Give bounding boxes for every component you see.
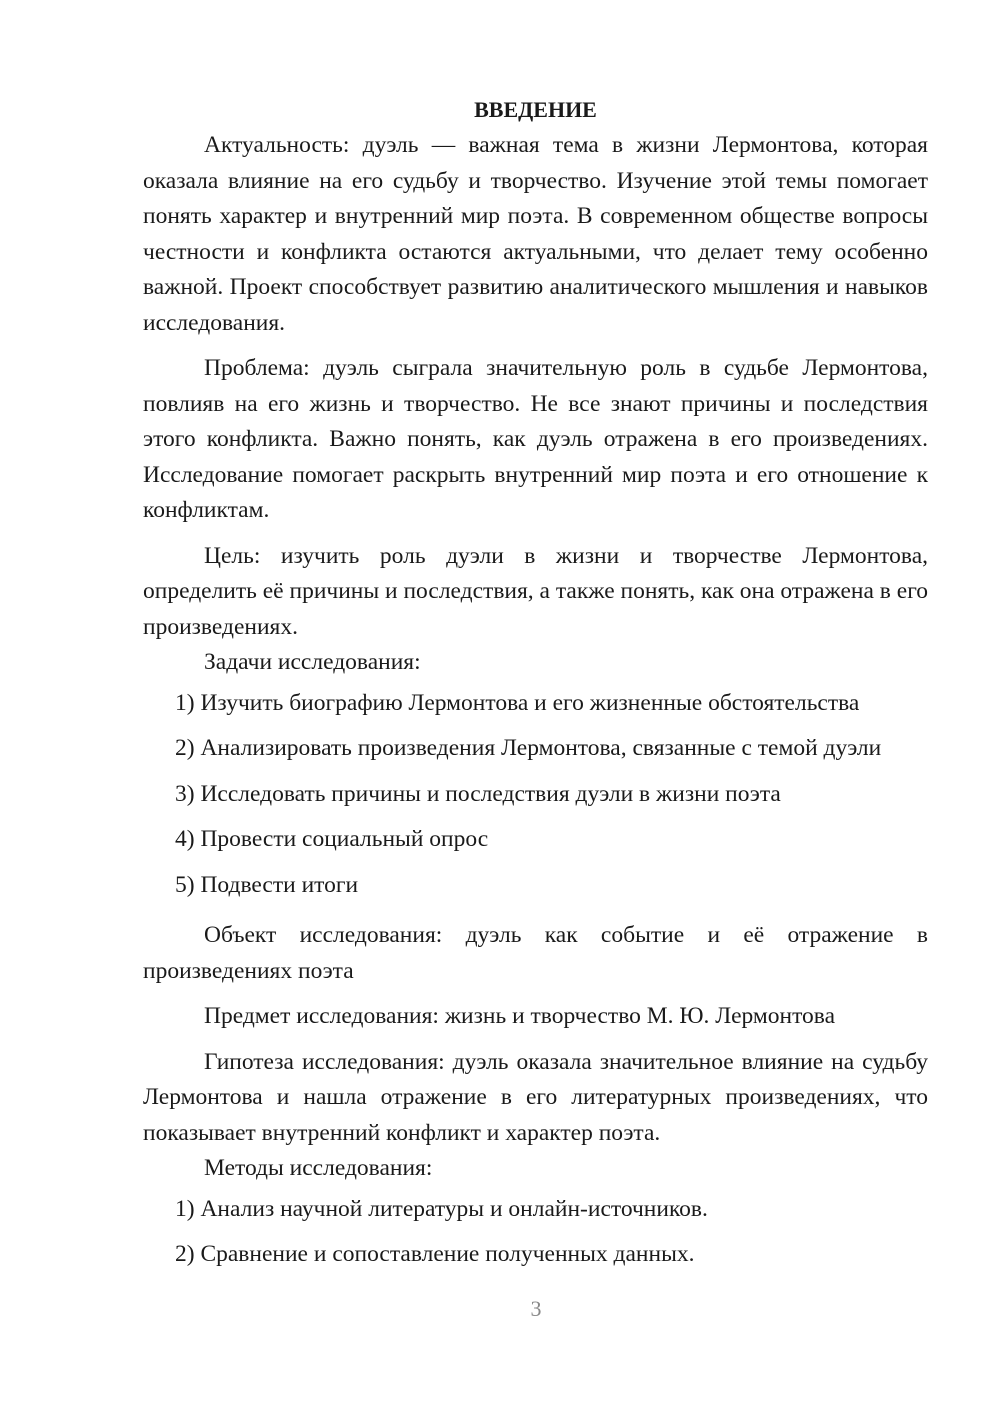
object-paragraph: Объект исследования: дуэль как событие и её отражение в произведениях поэта xyxy=(143,922,928,984)
list-item: 4) Провести социальный опрос xyxy=(175,826,489,852)
list-item: 2) Сравнение и сопоставление полученных данных. xyxy=(175,1241,695,1267)
list-item: 5) Подвести итоги xyxy=(175,871,359,898)
tasks-list xyxy=(143,681,928,909)
list-item: 1) Анализ научной литературы и онлайн-источников. xyxy=(175,1195,708,1222)
hypothesis-paragraph: Гипотеза исследования: дуэль оказала значительное влияние на судьбу Лермонтова и нашла отражение в его литературных произведениях, что показывает внутренний конфликт и характер поэта. xyxy=(143,1048,928,1146)
list-item: 3) Исследовать причины и последствия дуэли в жизни поэта xyxy=(175,780,781,807)
subject-paragraph: Предмет исследования: жизнь и творчество М. Ю. Лермонтова xyxy=(204,1003,836,1029)
relevance-paragraph: Актуальность: дуэль — важная тема в жизни Лермонтова, которая оказала влияние на его судьбу и творчество. Изучение этой темы помогает понять характер и внутренний мир поэта. В современном обществе вопросы честности и конфликта остаются актуальными, что делает тему особенно важной. Проект способствует развитию аналитического мышления и навыков исследования. xyxy=(143,132,928,336)
goal-paragraph: Цель: изучить роль дуэли в жизни и творчестве Лермонтова, определить её причины и последствия, а также понять, как она отражена в его произведениях. xyxy=(143,542,928,640)
page-number: 3 xyxy=(530,1296,542,1321)
list-item: 1) Изучить биографию Лермонтова и его жизненные обстоятельства xyxy=(175,689,860,716)
tasks-heading: Задачи исследования: xyxy=(204,649,421,675)
methods-list xyxy=(143,1187,928,1278)
problem-paragraph: Проблема: дуэль сыграла значительную роль в судьбе Лермонтова, повлияв на его жизнь и творчество. Не все знают причины и последствия этого конфликта. Важно понять, как дуэль отражена в его произведениях. Исследование помогает раскрыть внутренний мир поэта и его отношение к конфликтам. xyxy=(143,355,928,523)
list-item: 2) Анализировать произведения Лермонтова, связанные с темой дуэли xyxy=(175,735,882,761)
methods-heading: Методы исследования: xyxy=(204,1155,433,1181)
document-page xyxy=(143,92,928,1278)
page-title: ВВЕДЕНИЕ xyxy=(474,97,597,122)
